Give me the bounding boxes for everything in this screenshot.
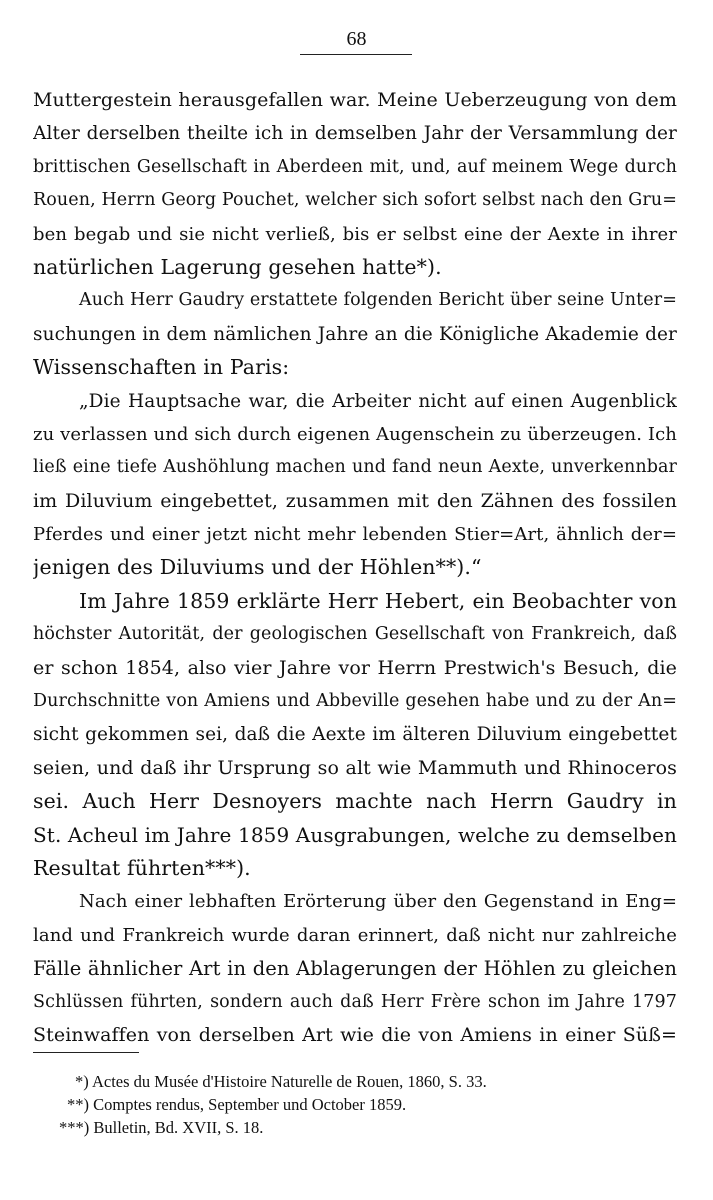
text-line: jenigen des Diluviums und der Höhlen**).“ (33, 555, 482, 580)
text-line: Fälle ähnlicher Art in den Ablagerungen der Höhlen zu gleichen (33, 957, 677, 981)
footnotes (0, 1070, 713, 1139)
text-line: Nach einer lebhaften Erörterung über den Gegenstand in Eng= (79, 891, 677, 913)
text-line: Rouen, Herrn Georg Pouchet, welcher sich sofort selbst nach den Gru= (33, 190, 677, 211)
text-line: Wissenschaften in Paris: (33, 355, 290, 380)
text-line: höchster Autorität, der geologischen Gesellschaft von Frankreich, daß (33, 624, 677, 645)
text-line: Steinwaffen von derselben Art wie die von Amiens in einer Süß= (33, 1023, 677, 1046)
text-line: brittischen Gesellschaft in Aberdeen mit, und, auf meinem Wege durch (33, 156, 677, 177)
text-line: er schon 1854, also vier Jahre vor Herrn Prestwich's Besuch, die (33, 656, 677, 679)
footnote-rule (33, 1052, 139, 1053)
text-line: zu verlassen und sich durch eigenen Augenschein zu überzeugen. Ich (33, 423, 677, 445)
text-line: natürlichen Lagerung gesehen hatte*). (33, 254, 442, 279)
text-line: ben begab und sie nicht verließ, bis er selbst eine der Aexte in ihrer (33, 223, 677, 245)
footnote: **) Comptes rendus, September und October 1859. (67, 1095, 407, 1114)
text-line: land und Frankreich wurde daran erinnert, daß nicht nur zahlreiche (33, 924, 677, 946)
body-text (33, 84, 677, 1052)
text-line: Im Jahre 1859 erklärte Herr Hebert, ein Beobachter von (79, 588, 677, 613)
text-line: seien, und daß ihr Ursprung so alt wie Mammuth und Rhinoceros (33, 756, 677, 779)
text-line: St. Acheul im Jahre 1859 Ausgrabungen, welche zu demselben (33, 822, 677, 847)
text-line: Muttergestein herausgefallen war. Meine Ueberzeugung von dem (33, 89, 677, 111)
text-line: ließ eine tiefe Aushöhlung machen und fand neun Aexte, unverkennbar (33, 457, 677, 478)
text-line: Resultat führten***). (33, 855, 251, 880)
text-line: im Diluvium eingebettet, zusammen mit den Zähnen des fossilen (33, 489, 677, 512)
text-line: Durchschnitte von Amiens und Abbeville gesehen habe und zu der An= (33, 691, 677, 712)
text-line: sicht gekommen sei, daß die Aexte im älteren Diluvium eingebettet (33, 724, 677, 746)
text-line: Pferdes und einer jetzt nicht mehr lebenden Stier=Art, ähnlich der= (33, 524, 677, 546)
text-line: suchungen in dem nämlichen Jahre an die Königliche Akademie der (33, 323, 677, 345)
text-line: sei. Auch Herr Desnoyers machte nach Herrn Gaudry in (33, 789, 677, 814)
header-rule (300, 54, 412, 55)
footnote: *) Actes du Musée d'Histoire Naturelle de Rouen, 1860, S. 33. (75, 1072, 487, 1091)
text-line: Alter derselben theilte ich in demselben Jahr der Versammlung der (33, 123, 677, 145)
page-number: 68 (346, 28, 367, 50)
text-line: „Die Hauptsache war, die Arbeiter nicht auf einen Augenblick (79, 390, 677, 412)
footnote: ***) Bulletin, Bd. XVII, S. 18. (59, 1118, 264, 1137)
text-line: Schlüssen führten, sondern auch daß Herr Frère schon im Jahre 1797 (33, 991, 677, 1012)
text-line: Auch Herr Gaudry erstattete folgenden Bericht über seine Unter= (79, 290, 677, 311)
